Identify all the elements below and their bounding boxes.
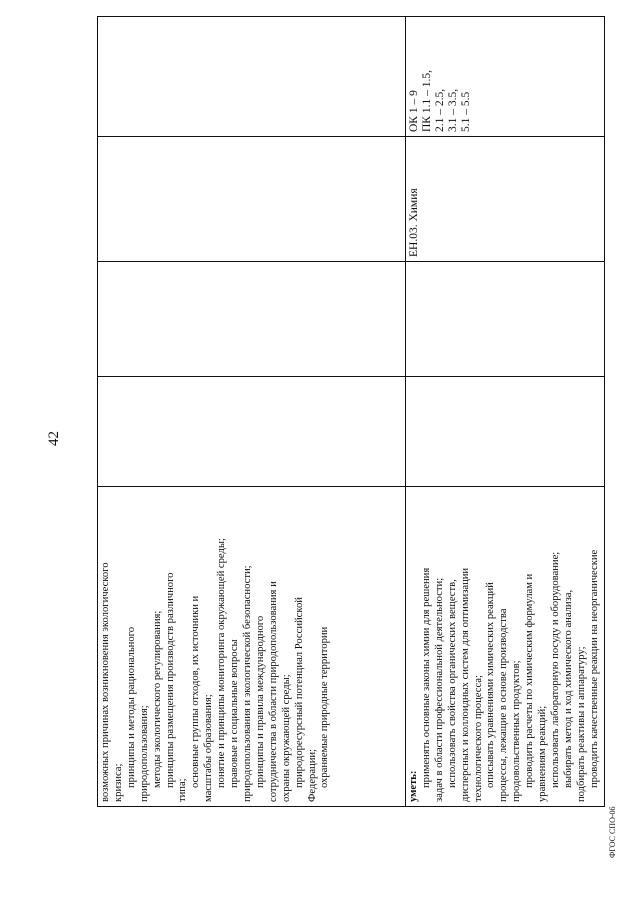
empty-cell — [406, 377, 605, 487]
text-line: уравнениям реакций; — [537, 705, 549, 802]
text-line: Федерации; — [306, 749, 318, 802]
empty-cell — [98, 377, 406, 487]
text-line: проводить качественные реакции на неорганические — [588, 549, 600, 788]
competency-code: 3.1 – 3.5, — [447, 88, 459, 132]
text-line: использовать свойства органических веществ, — [446, 579, 458, 788]
page-number: 42 — [46, 431, 62, 446]
text-line: дисперсных и коллоидных систем для оптимизации — [459, 567, 471, 802]
text-line: масштабы образования; — [203, 694, 215, 802]
skills-cell — [406, 487, 605, 807]
text-line: сотрудничества в области природопользования и — [267, 581, 279, 802]
text-line: основные группы отходов, их источники и — [190, 595, 202, 788]
empty-cell — [98, 262, 406, 377]
text-line: методы экологического регулирования; — [151, 610, 163, 788]
text-line: охраняемые природные территории — [319, 626, 331, 788]
text-line: технологического процесса; — [472, 675, 484, 802]
empty-cell — [98, 137, 406, 262]
curriculum-table — [97, 17, 600, 807]
text-line: задач в области профессиональной деятельности; — [433, 577, 445, 802]
table-grid — [97, 16, 605, 807]
competency-code: 5.1 – 5.5 — [460, 91, 472, 132]
text-line: выбирать метод и ход химического анализа, — [562, 589, 574, 788]
text-line: понятие и принципы мониторинга окружающей среды; — [216, 538, 228, 788]
text-line: продовольственных продуктов; — [511, 660, 523, 802]
text-line: процессы, лежащие в основе производства — [498, 608, 510, 802]
empty-cell — [406, 262, 605, 377]
competency-code: 2.1 – 2.5, — [434, 88, 446, 132]
text-line: правовые и социальные вопросы — [229, 639, 241, 788]
text-line: проводить расчеты по химическим формулам и — [524, 573, 536, 788]
competency-code: ОК 1 – 9 — [408, 90, 420, 132]
text-line: природопользования и экологической безопасности; — [241, 565, 253, 802]
competency-code: ПК 1.1 – 1.5, — [421, 70, 433, 132]
empty-cell — [98, 17, 406, 137]
text-line: охраны окружающей среды; — [280, 674, 292, 802]
text-line: применять основные законы химии для решения — [420, 567, 432, 788]
text-line: использовать лабораторную посуду и оборудование; — [549, 551, 561, 788]
text-line: кризиса; — [112, 763, 124, 802]
text-line: возможных причинах возникновения экологического — [100, 562, 111, 802]
table-row — [406, 17, 605, 807]
text-line: принципы и методы рационального — [125, 626, 137, 788]
footer-code: ФГОС СПО-06 — [608, 806, 617, 858]
table-row — [98, 17, 406, 807]
skills-heading: уметь: — [408, 770, 419, 802]
text-line: подбирать реактивы и аппаратуру; — [575, 646, 587, 802]
competencies-cell — [406, 17, 605, 137]
text-line: природопользования; — [138, 705, 150, 802]
text-line: принципы и правила международного — [254, 615, 266, 788]
text-line: природоресурсный потенциал Российской — [293, 597, 305, 788]
text-line: описывать уравнениями химических реакций — [485, 582, 497, 788]
requirements-cell — [98, 487, 406, 807]
discipline-name: ЕН.03. Химия — [408, 188, 420, 257]
text-line: типа; — [177, 778, 189, 802]
text-line: принципы размещения производств различного — [164, 572, 176, 788]
discipline-cell — [406, 137, 605, 262]
